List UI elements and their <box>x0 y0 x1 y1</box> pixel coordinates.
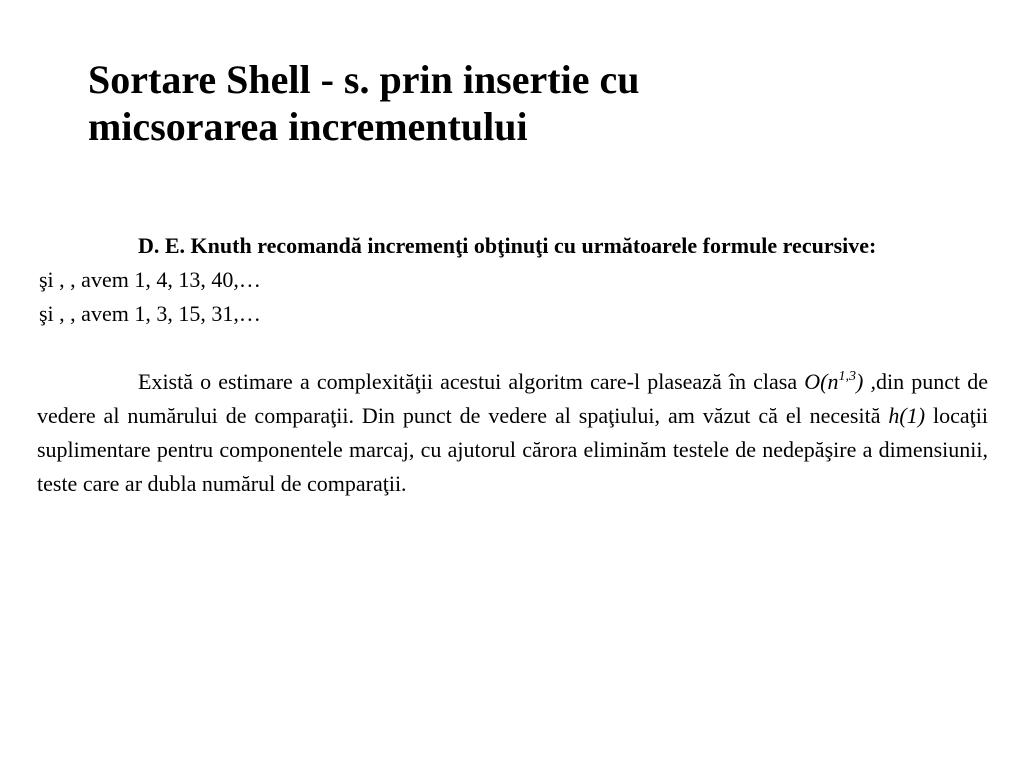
title-line-1: Sortare Shell - s. prin insertie cu <box>88 57 640 102</box>
formula-base: O(n <box>804 369 839 394</box>
knuth-intro-paragraph: D. E. Knuth recomandă incremenţi obţinuţi cu următoarele formule recursive: <box>138 233 877 258</box>
complexity-text-after: locaţii suplimentare pentru componentele marcaj, cu ajutorul cărora eliminăm testele de nedepăşire a dimensiunii, teste care ar dubla numărul de comparaţii. <box>37 403 988 496</box>
series-line-2: şi , , avem 1, 3, 15, 31,… <box>39 301 261 326</box>
complexity-text-middle: din punct de vedere al numărului de comparaţii. Din punct de vedere al spaţiului, am văzut că el necesită <box>37 369 989 428</box>
formula-exponent: 1,3 <box>838 369 856 384</box>
complexity-text-before: Există o estimare a complexităţii acestui algoritm care-l plasează în clasa <box>138 369 805 394</box>
series-line-1: şi , , avem 1, 4, 13, 40,… <box>39 267 261 292</box>
slide-title <box>88 56 948 150</box>
slide-content <box>37 229 988 501</box>
title-line-2: micsorarea incrementului <box>88 104 528 149</box>
complexity-formula <box>804 369 876 394</box>
locations-formula: h(1) <box>888 403 926 428</box>
complexity-paragraph <box>37 365 988 501</box>
formula-end: ) , <box>855 369 876 394</box>
